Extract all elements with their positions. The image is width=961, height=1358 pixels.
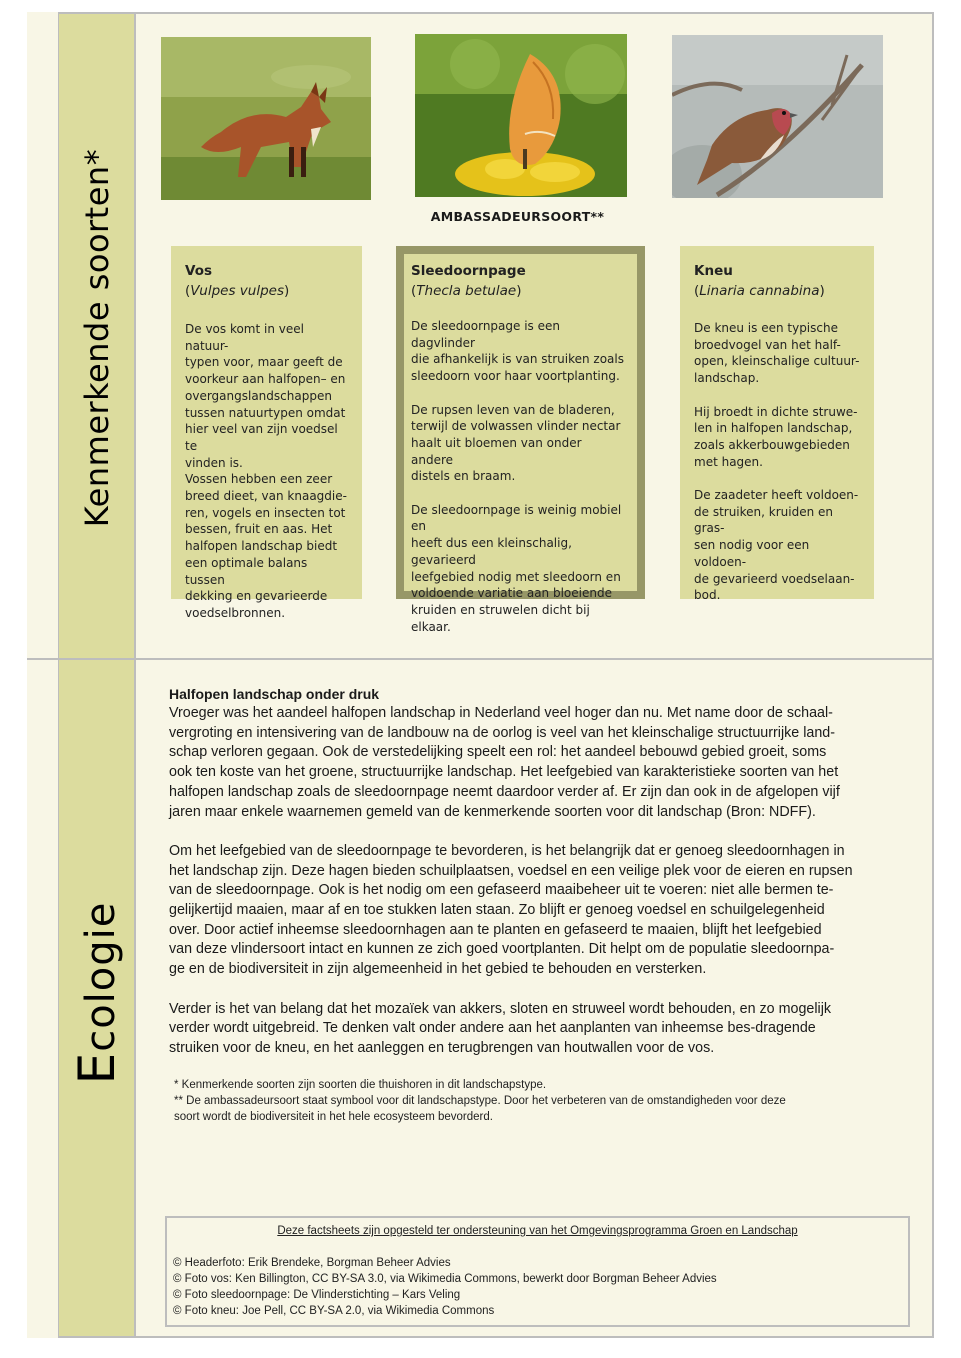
ecology-title: Halfopen landschap onder druk [169,686,380,702]
section-label-kenmerkende-soorten: Kenmerkende soorten* [78,148,116,528]
credits-header-link[interactable]: Deze factsheets zijn opgesteld ter ondersteuning van het Omgevingsprogramma Groen en Landschap [277,1225,798,1237]
ambassador-label: AMBASSADEURSOORT** [430,209,605,224]
fox-photo [161,37,371,200]
species-name: Vos [185,263,213,279]
species-card-sleedoornpage [396,246,645,634]
species-description: De vos komt in veel natuur- typen voor, maar geeft de voorkeur aan halfopen– en overgangslandschappen tussen natuurtypen omdat hier veel van zijn voedsel te vinden is. Vossen hebben een zeer breed dieet, van knaagdie- ren, vogels en insecten tot bessen, fruit en aas. Het halfopen landschap biedt een optimale balans tussen dekking en gevarieerde voedselbronnen. [185,322,347,620]
credits-box [165,1216,910,1327]
species-description: De sleedoornpage is een dagvlinder die afhankelijk is van struiken zoals sleedoorn voor haar voortplanting. De rupsen leven van de bladeren, terwijl de volwassen vlinder nectar haalt uit bloemen van onder andere distels en braam. De sleedoornpage is weinig mobiel en heeft dus een kleinschalig, gevarieerd leefgebied nodig met sleedoorn en voldoende variatie aan bloeiende kruiden en struwelen dicht bij elkaar. [411,319,624,634]
linnet-photo [672,35,883,198]
footnote: * Kenmerkende soorten zijn soorten die thuishoren in dit landschapstype. [174,1079,547,1091]
species-latin-name: (Thecla betulae) [411,283,522,299]
section-label-ecologie-initial: E [68,1051,126,1085]
species-card-kneu [680,246,874,603]
footnote: ** De ambassadeursoort staat symbool voor dit landschapstype. Door het verbeteren van de omstandigheden voor deze soort wordt de biodiversiteit in het hele ecosysteem bevorderd. [174,1095,786,1123]
butterfly-photo [415,34,627,197]
credit-line: © Foto vos: Ken Billington, CC BY-SA 3.0, via Wikimedia Commons, bewerkt door Borgman Beheer Advies [173,1273,717,1285]
species-name: Kneu [694,263,733,279]
species-card-vos [171,246,362,620]
credit-line: © Foto kneu: Joe Pell, CC BY-SA 2.0, via Wikimedia Commons [173,1305,495,1317]
ecology-paragraph: Vroeger was het aandeel halfopen landschap in Nederland veel hoger dan nu. Met name door de schaal- vergroting en intensivering van de landbouw na de oorlog is veel van het kleinschalige structuurrijke land- schap verloren gegaan. Ook de verstedelijking speelt een rol: het aandeel bebouwd gebied groeit, soms ook ten koste van het groene, structuurrijke landschap. Het leefgebied van karakteristieke soorten van het halfopen landschap zoals de sleedoornpage neemt daardoor verder af. Er zijn dan ook in de afgelopen vijf jaren maar enkele waarnemen gemeld van de kenmerkende soorten voor dit landschap (Bron: NDFF). [169,705,840,820]
section-label-ecologie-rest: cologie [78,901,124,1052]
ecology-content [169,685,899,1078]
credit-line: © Headerfoto: Erik Brendeke, Borgman Beheer Advies [173,1257,451,1269]
species-latin-name: (Vulpes vulpes) [185,283,290,299]
left-margin-strip [27,12,59,1338]
ecology-paragraph: Om het leefgebied van de sleedoornpage te bevorderen, is het belangrijk dat er genoeg sleedoornhagen in het landschap zijn. Deze hagen bieden schuilplaatsen, voedsel en een veilige plek voor de eieren en rupsen van de sleedoornpage. Ook is het nodig om een gefaseerd maaibeheer uit te voeren: niet alle bermen te- gelijkertijd maaien, maar af en toe stukken laten staan. Zo blijft er genoeg voedsel en schuilgelegenheid over. Door actief inheemse sleedoornhagen aan te planten en gefaseerd te maaien, blijft het leefgebied van deze vlindersoort intact en kunnen ze zich goed voortplanten. Dit helpt om de populatie sleedoornpa- ge en de biodiversiteit in zijn algemeenheid in het gebied te behouden en versterken. [169,842,853,978]
footnotes [174,1077,854,1125]
section-label-ecologie [68,902,126,1085]
ecology-paragraph: Verder is het van belang dat het mozaïek van akkers, sloten en struweel wordt behouden, en zo mogelijk verder wordt uitgebreid. Te denken valt onder andere aan het aanplanten van inheemse bes-dragende struiken voor de kneu, en het aanleggen en terugbrengen van houtwallen voor de vos. [169,1000,832,1056]
credit-line: © Foto sleedoornpage: De Vlinderstichting – Kars Veling [173,1289,461,1301]
species-latin-name: (Linaria cannabina) [694,283,825,299]
species-description: De kneu is een typische broedvogel van het half- open, kleinschalige cultuur- landschap. Hij broedt in dichte struwe- len in halfopen landschap, zoals akkerbouwgebieden met hagen. De zaadeter heeft voldoen- de struiken, kruiden en gras- sen nodig voor een voldoen- de gevarieerd voedselaan- bod. [694,321,860,603]
species-name: Sleedoornpage [411,263,526,279]
section-divider [27,658,934,660]
